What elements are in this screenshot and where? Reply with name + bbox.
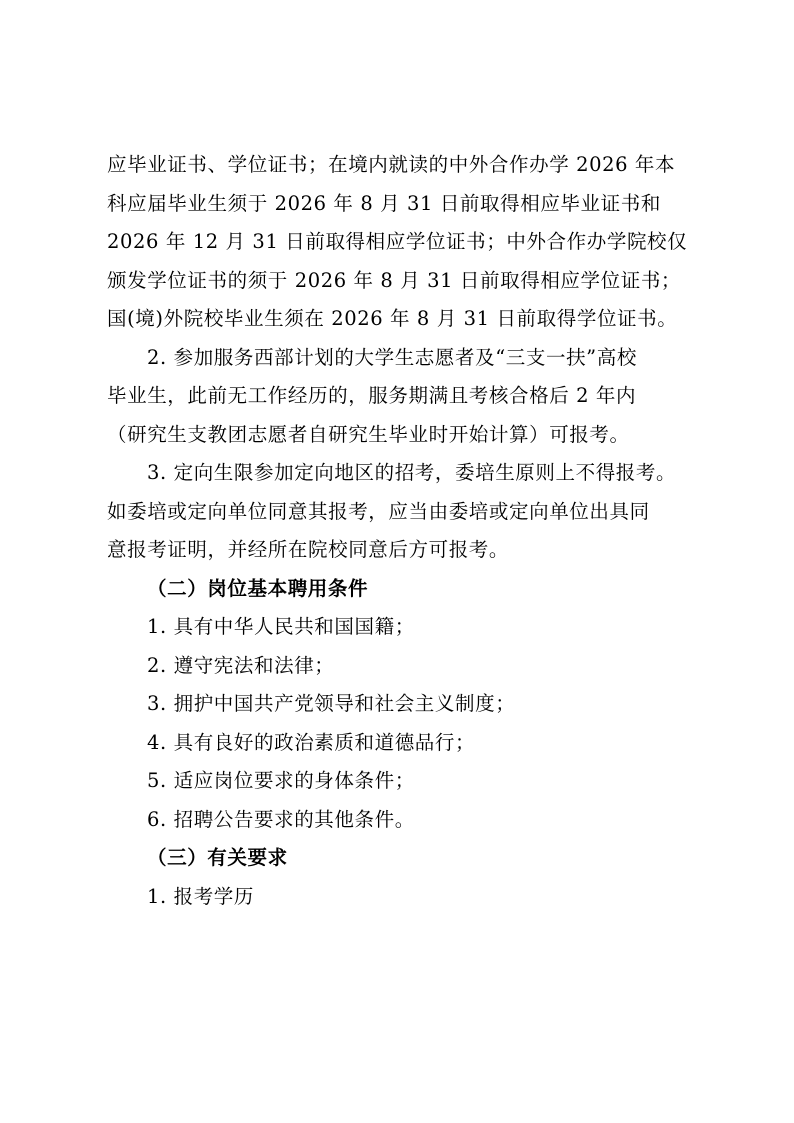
- paragraph-line: 科应届毕业生须于 2026 年 8 月 31 日前取得相应毕业证书和: [107, 191, 661, 215]
- list-item: 6. 招聘公告要求的其他条件。: [147, 807, 415, 831]
- paragraph-line: 如委培或定向单位同意其报考，应当由委培或定向单位出具同: [107, 499, 650, 523]
- list-item: 4. 具有良好的政治素质和道德品行；: [147, 730, 476, 754]
- paragraph-line: 颁发学位证书的须于 2026 年 8 月 31 日前取得相应学位证书；: [107, 268, 682, 292]
- paragraph-line: 2026 年 12 月 31 日前取得相应学位证书；中外合作办学院校仅: [107, 230, 688, 253]
- list-item: 1. 报考学历: [147, 884, 255, 908]
- list-item: 2. 遵守宪法和法律；: [147, 653, 335, 677]
- section-heading: （三）有关要求: [147, 846, 288, 869]
- paragraph-line: 2. 参加服务西部计划的大学生志愿者及“三支一扶”高校: [147, 345, 637, 369]
- paragraph-line: 国(境)外院校毕业生须在 2026 年 8 月 31 日前取得学位证书。: [107, 307, 678, 330]
- list-item: 1. 具有中华人民共和国国籍；: [147, 615, 415, 638]
- paragraph-line: 意报考证明，并经所在院校同意后方可报考。: [107, 538, 510, 561]
- paragraph-line: 毕业生，此前无工作经历的，服务期满且考核合格后 2 年内: [107, 384, 637, 407]
- list-item: 3. 拥护中国共产党领导和社会主义制度；: [147, 692, 516, 715]
- section-heading: （二）岗位基本聘用条件: [147, 576, 369, 600]
- document-body: [107, 146, 692, 916]
- paragraph-line: 应毕业证书、学位证书；在境内就读的中外合作办学 2026 年本: [107, 153, 676, 176]
- paragraph-line: （研究生支教团志愿者自研究生毕业时开始计算）可报考。: [107, 422, 630, 446]
- paragraph-line: 3. 定向生限参加定向地区的招考，委培生原则上不得报考。: [147, 461, 677, 484]
- list-item: 5. 适应岗位要求的身体条件；: [147, 769, 415, 792]
